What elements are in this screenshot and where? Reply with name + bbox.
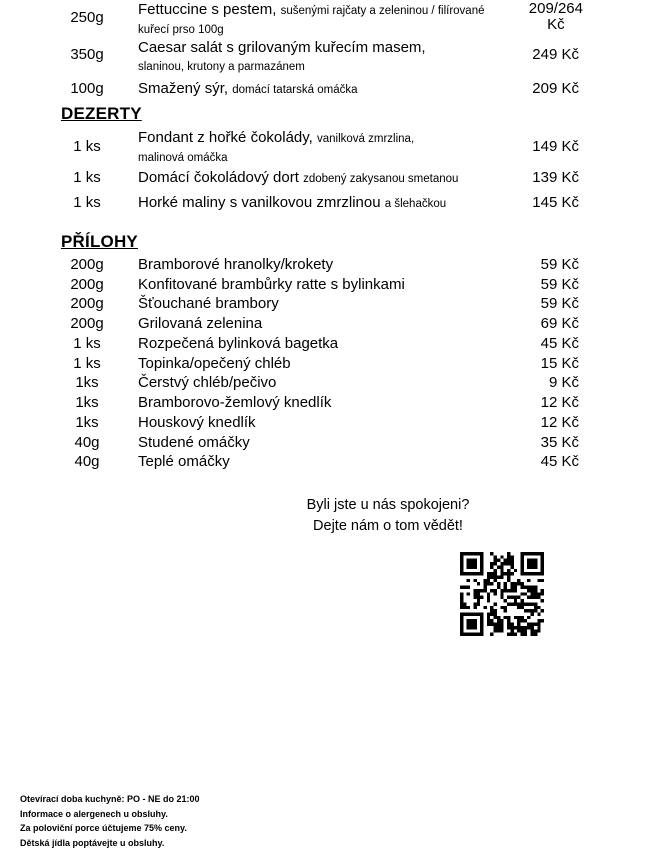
item-quantity: 200g	[70, 315, 104, 332]
item-name: Šťouchané brambory	[138, 295, 279, 312]
item-quantity: 1 ks	[73, 335, 101, 352]
item-price: 209/264 Kč	[528, 0, 583, 33]
item-quantity: 200g	[70, 295, 104, 312]
item-description: sušenými rajčaty a zeleninou / filírované kuřecí prso 100g	[138, 5, 485, 36]
item-name: Studené omáčky	[138, 434, 250, 451]
item-description: a šlehačkou	[384, 198, 447, 210]
section-heading-sides: PŘÍLOHY	[61, 232, 138, 251]
item-price: 139 Kč	[532, 169, 579, 186]
item-price: 209 Kč	[532, 80, 579, 97]
item-price: 35 Kč	[540, 434, 579, 451]
qr-code-icon[interactable]	[460, 552, 544, 636]
section-heading-desserts: DEZERTY	[61, 104, 142, 123]
item-name: Grilovaná zelenina	[138, 315, 263, 332]
item-name: Fettuccine s pestem, sušenými rajčaty a zeleninou / filírované kuřecí prso 100g	[138, 1, 485, 36]
item-quantity: 1 ks	[73, 138, 101, 155]
item-name: Houskový knedlík	[138, 414, 256, 431]
item-name: Bramborové hranolky/krokety	[138, 256, 334, 273]
item-quantity: 100g	[70, 80, 104, 97]
item-price: 59 Kč	[540, 276, 579, 293]
item-quantity: 350g	[70, 46, 104, 63]
item-price: 145 Kč	[532, 194, 579, 211]
item-quantity: 40g	[74, 453, 100, 470]
item-quantity: 1ks	[75, 374, 99, 391]
item-quantity: 1 ks	[73, 169, 101, 186]
item-quantity: 1 ks	[73, 194, 101, 211]
item-price: 59 Kč	[540, 295, 579, 312]
item-name: Konfitované brambůrky ratte s bylinkami	[138, 276, 405, 293]
item-price: 9 Kč	[548, 374, 579, 391]
item-price: 69 Kč	[540, 315, 579, 332]
feedback-text: Byli jste u nás spokojeni? Dejte nám o tom vědět!	[306, 497, 470, 534]
allergen-note: Informace o alergenech u obsluhy.	[20, 808, 168, 819]
item-price: 12 Kč	[540, 394, 579, 411]
item-name: Caesar salát s grilovaným kuřecím masem, slaninou, krutony a parmazánem	[138, 39, 426, 73]
item-name: Teplé omáčky	[138, 453, 230, 470]
item-name: Čerstvý chléb/pečivo	[138, 374, 277, 391]
item-description: slaninou, krutony a parmazánem	[138, 61, 305, 73]
footer-notes	[20, 792, 200, 850]
item-price: 12 Kč	[540, 414, 579, 431]
item-description: vanilková zmrzlina, malinová omáčka	[138, 133, 415, 164]
item-quantity: 200g	[70, 256, 104, 273]
item-price: 59 Kč	[540, 256, 579, 273]
item-quantity: 1ks	[75, 394, 99, 411]
item-description: zdobený zakysanou smetanou	[303, 173, 459, 185]
item-price: 45 Kč	[540, 453, 579, 470]
item-quantity: 200g	[70, 276, 104, 293]
item-description: domácí tatarská omáčka	[232, 84, 358, 96]
item-name: Horké maliny s vanilkovou zmrzlinou a šlehačkou	[138, 194, 447, 211]
item-name: Domácí čokoládový dort zdobený zakysanou smetanou	[138, 169, 459, 186]
item-price: 15 Kč	[540, 355, 579, 372]
item-name: Fondant z hořké čokolády, vanilková zmrzlina, malinová omáčka	[138, 129, 415, 164]
item-price: 149 Kč	[532, 138, 579, 155]
item-quantity: 1ks	[75, 414, 99, 431]
item-name: Bramborovo-žemlový knedlík	[138, 394, 332, 411]
item-name: Rozpečená bylinková bagetka	[138, 335, 339, 352]
item-name: Topinka/opečený chléb	[138, 355, 291, 372]
half-portion-note: Za poloviční porce účtujeme 75% ceny.	[20, 823, 187, 833]
item-quantity: 250g	[70, 9, 104, 26]
kids-meals-note: Dětská jídla poptávejte u obsluhy.	[20, 837, 165, 848]
kitchen-hours-note: Otevírací doba kuchyně: PO - NE do 21:00	[20, 794, 200, 804]
item-quantity: 40g	[74, 434, 100, 451]
item-quantity: 1 ks	[73, 355, 101, 372]
item-name: Smažený sýr, domácí tatarská omáčka	[138, 80, 358, 97]
item-price: 45 Kč	[540, 335, 579, 352]
item-price: 249 Kč	[532, 46, 579, 63]
